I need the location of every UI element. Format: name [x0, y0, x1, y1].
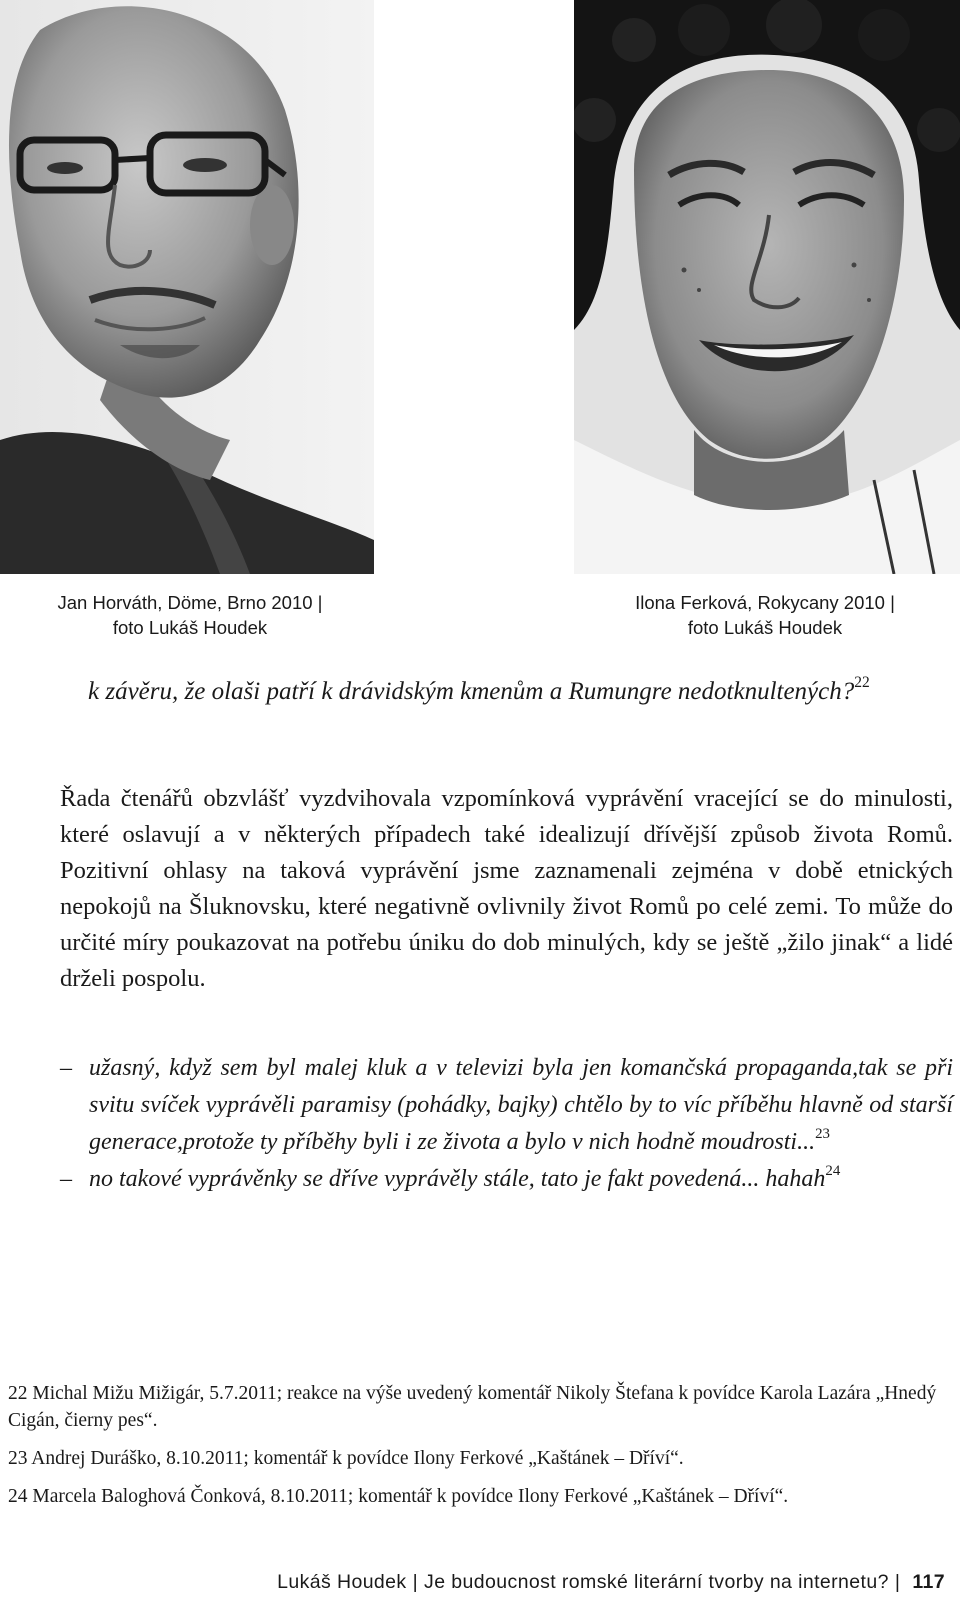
quote-dash: – [60, 1166, 72, 1192]
caption-left-line2: foto Lukáš Houdek [112, 617, 268, 638]
portrait-woman-image [574, 0, 960, 574]
photo-caption-left [30, 590, 350, 640]
quote-text [89, 1161, 953, 1198]
running-footer [180, 1571, 945, 1594]
footnotes [8, 1380, 953, 1521]
footnote-22: 22 Michal Mižu Mižigár, 5.7.2011; reakce na výše uvedený komentář Nikoly Štefana k povídce Karola Lazára „Hnedý Cigán, čierny pes“. [8, 1383, 937, 1431]
footnote-ref-22: 22 [854, 674, 870, 692]
quote-item [60, 1050, 953, 1161]
footnote-23: 23 Andrej Duráško, 8.10.2011; komentář k povídce Ilony Ferkové „Kaštánek – Dříví“. [8, 1448, 684, 1469]
italic-continuation [88, 674, 952, 710]
footer-title: Je budoucnost romské literární tvorby na internetu? [424, 1571, 889, 1593]
body-paragraph [60, 781, 953, 997]
footer-author: Lukáš Houdek [277, 1571, 407, 1593]
portrait-photo-right [574, 0, 960, 574]
quote-list [60, 1050, 953, 1198]
portrait-man-image [0, 0, 374, 574]
footer-separator: | [412, 1571, 419, 1593]
footer-separator: | [894, 1571, 901, 1593]
quote-text-content: no takové vyprávěnky se dříve vyprávěly stále, tato je fakt povedená... hahah [89, 1166, 826, 1192]
quote-dash: – [60, 1055, 72, 1081]
quote-text-content: užasný, když sem byl malej kluk a v televizi byla jen komančská propaganda,tak se při svitu svíček vyprávěli paramisy (pohádky, bajky) chtělo by to víc příběhu hlavně od starší generace,protože ty příběhy byli i ze života a bylo v nich hodně moudrosti... [89, 1055, 953, 1155]
caption-left-line1: Jan Horváth, Döme, Brno 2010 | [57, 592, 323, 613]
caption-right-line1: Ilona Ferková, Rokycany 2010 | [635, 592, 895, 613]
page-number: 117 [912, 1571, 945, 1593]
quote-item [60, 1161, 953, 1198]
footnote-ref-24: 24 [825, 1162, 841, 1179]
body-paragraph-text: Řada čtenářů obzvlášť vyzdvihovala vzpomínková vyprávění vracející se do minulosti, které oslavují a v některých případech také idealizují dřívější způsob života Romů. Pozitivní ohlasy na taková vyprávění jsme zaznamenali zejména v době etnických nepokojů na Šluknovsku, které negativně ovlivnily život Romů po celé zemi. To může do určité míry poukazovat na potřebu úniku do dob minulých, kdy se ještě „žilo jinak“ a lidé drželi pospolu. [60, 785, 953, 992]
continuation-text: k závěru, že olaši patří k drávidským kmenům a Rumungre nedotknultených? [88, 678, 855, 705]
quote-text [89, 1050, 953, 1161]
footnote-ref-23: 23 [815, 1125, 830, 1142]
portrait-photo-left [0, 0, 374, 574]
caption-right-line2: foto Lukáš Houdek [687, 617, 843, 638]
footnote-24: 24 Marcela Baloghová Čonková, 8.10.2011; komentář k povídce Ilony Ferkové „Kaštánek – Dříví“. [8, 1486, 789, 1507]
photo-caption-right [600, 590, 930, 640]
